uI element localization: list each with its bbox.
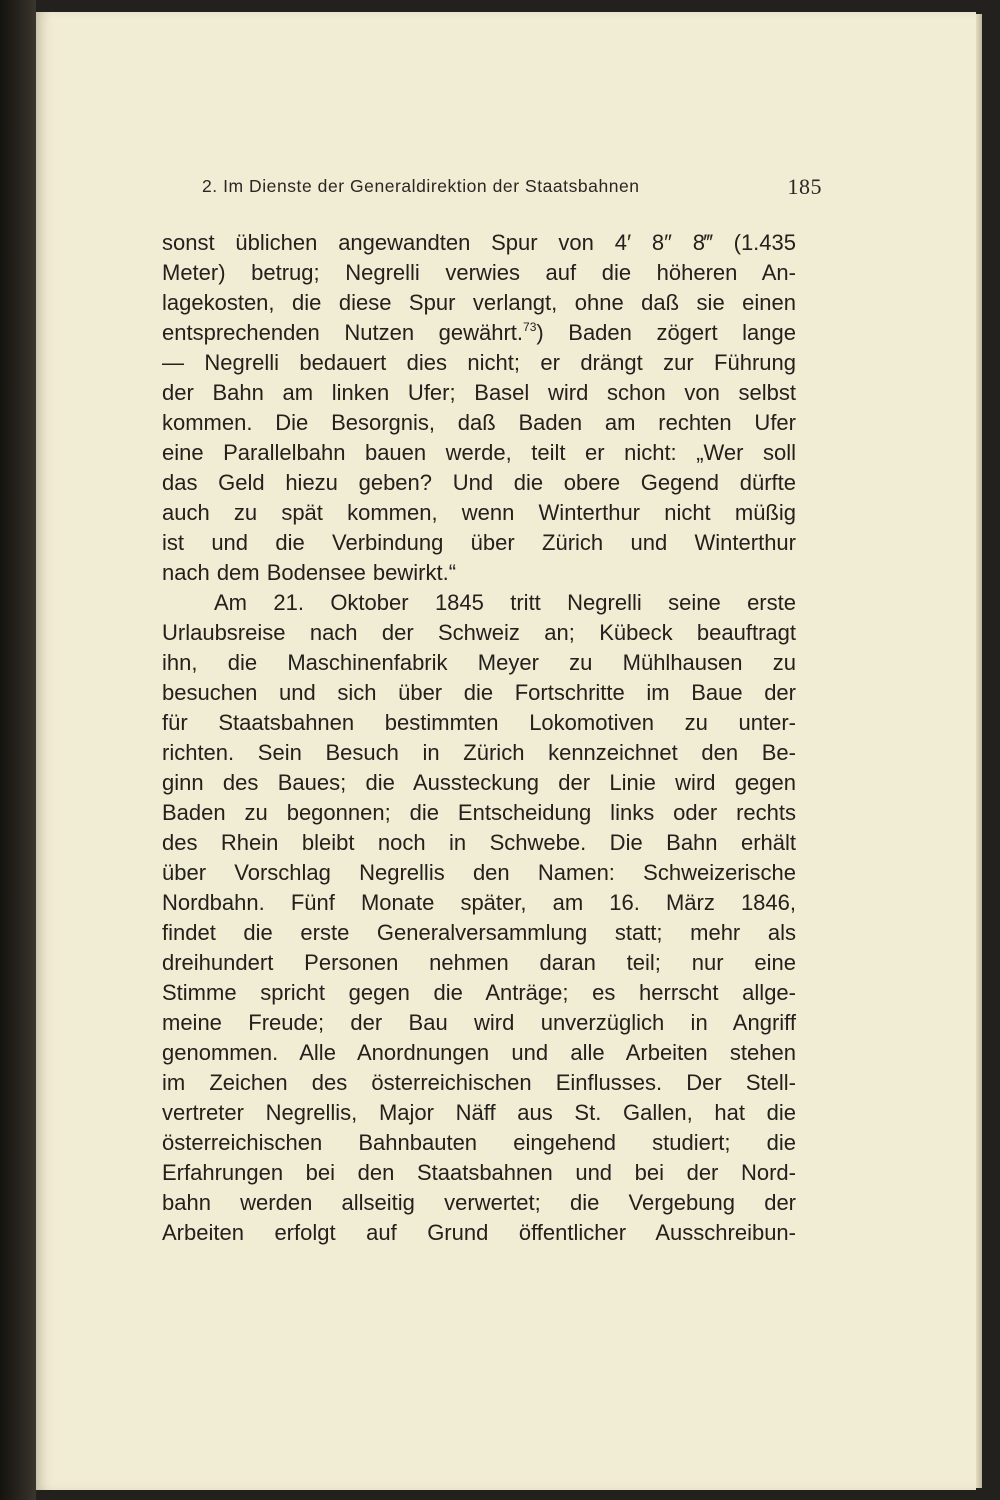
text-line: ist und die Verbindung über Zürich und Winterthur: [162, 530, 796, 555]
text-line: besuchen und sich über die Fortschritte im Baue der: [162, 680, 796, 705]
paragraph-1: [162, 228, 796, 588]
text-line: [162, 318, 796, 348]
text-line: für Staatsbahnen bestimmten Lokomotiven zu unter-: [162, 710, 796, 735]
text-line: ihn, die Maschinenfabrik Meyer zu Mühlhausen zu: [162, 650, 796, 675]
text-line: sonst üblichen angewandten Spur von 4′ 8″ 8‴ (1.435: [162, 230, 796, 255]
text-line: Stimme spricht gegen die Anträge; es herrscht allge-: [162, 980, 796, 1005]
text-line: auch zu spät kommen, wenn Winterthur nicht müßig: [162, 500, 796, 525]
text-fragment: entsprechenden Nutzen gewährt.: [162, 320, 524, 345]
running-head: [166, 174, 822, 204]
text-line: des Rhein bleibt noch in Schwebe. Die Bahn erhält: [162, 830, 796, 855]
text-line: Am 21. Oktober 1845 tritt Negrelli seine erste: [214, 590, 796, 615]
text-line: genommen. Alle Anordnungen und alle Arbeiten stehen: [162, 1040, 796, 1065]
text-line: Urlaubsreise nach der Schweiz an; Kübeck beauftragt: [162, 620, 796, 645]
text-line: im Zeichen des österreichischen Einflusses. Der Stell-: [162, 1070, 796, 1095]
running-title: 2. Im Dienste der Generaldirektion der Staatsbahnen: [202, 176, 640, 196]
paragraph-2: [162, 588, 796, 1248]
text-line: richten. Sein Besuch in Zürich kennzeichnet den Be-: [162, 740, 796, 765]
text-line: österreichischen Bahnbauten eingehend studiert; die: [162, 1130, 796, 1155]
text-line: — Negrelli bedauert dies nicht; er drängt zur Führung: [162, 350, 796, 375]
book-binding: [0, 0, 36, 1500]
text-line: eine Parallelbahn bauen werde, teilt er nicht: „Wer soll: [162, 440, 796, 465]
footnote-reference: 73: [523, 320, 537, 334]
text-line: nach dem Bodensee bewirkt.“: [162, 560, 457, 585]
text-line: das Geld hiezu geben? Und die obere Gegend dürfte: [162, 470, 796, 495]
text-line: bahn werden allseitig verwertet; die Vergebung der: [162, 1190, 796, 1215]
text-line: findet die erste Generalversammlung statt; mehr als: [162, 920, 796, 945]
page-number: 185: [787, 174, 822, 199]
text-line: meine Freude; der Bau wird unverzüglich in Angriff: [162, 1010, 796, 1035]
text-line: über Vorschlag Negrellis den Namen: Schweizerische: [162, 860, 796, 885]
text-line: Nordbahn. Fünf Monate später, am 16. März 1846,: [162, 890, 796, 915]
text-line: vertreter Negrellis, Major Näff aus St. Gallen, hat die: [162, 1100, 796, 1125]
text-line: kommen. Die Besorgnis, daß Baden am rechten Ufer: [162, 410, 796, 435]
page-edge: [976, 14, 982, 1488]
text-line: lagekosten, die diese Spur verlangt, ohne daß sie einen: [162, 290, 796, 315]
text-line: der Bahn am linken Ufer; Basel wird schon von selbst: [162, 380, 796, 405]
text-line: Arbeiten erfolgt auf Grund öffentlicher Ausschreibun-: [162, 1220, 796, 1245]
text-line: dreihundert Personen nehmen daran teil; nur eine: [162, 950, 796, 975]
text-line: Baden zu begonnen; die Entscheidung links oder rechts: [162, 800, 796, 825]
text-line: ginn des Baues; die Aussteckung der Linie wird gegen: [162, 770, 796, 795]
text-line: Meter) betrug; Negrelli verwies auf die höheren An-: [162, 260, 796, 285]
text-fragment: ) Baden zögert lange: [536, 320, 796, 345]
text-line: Erfahrungen bei den Staatsbahnen und bei der Nord-: [162, 1160, 796, 1185]
body-text: [162, 228, 796, 1248]
